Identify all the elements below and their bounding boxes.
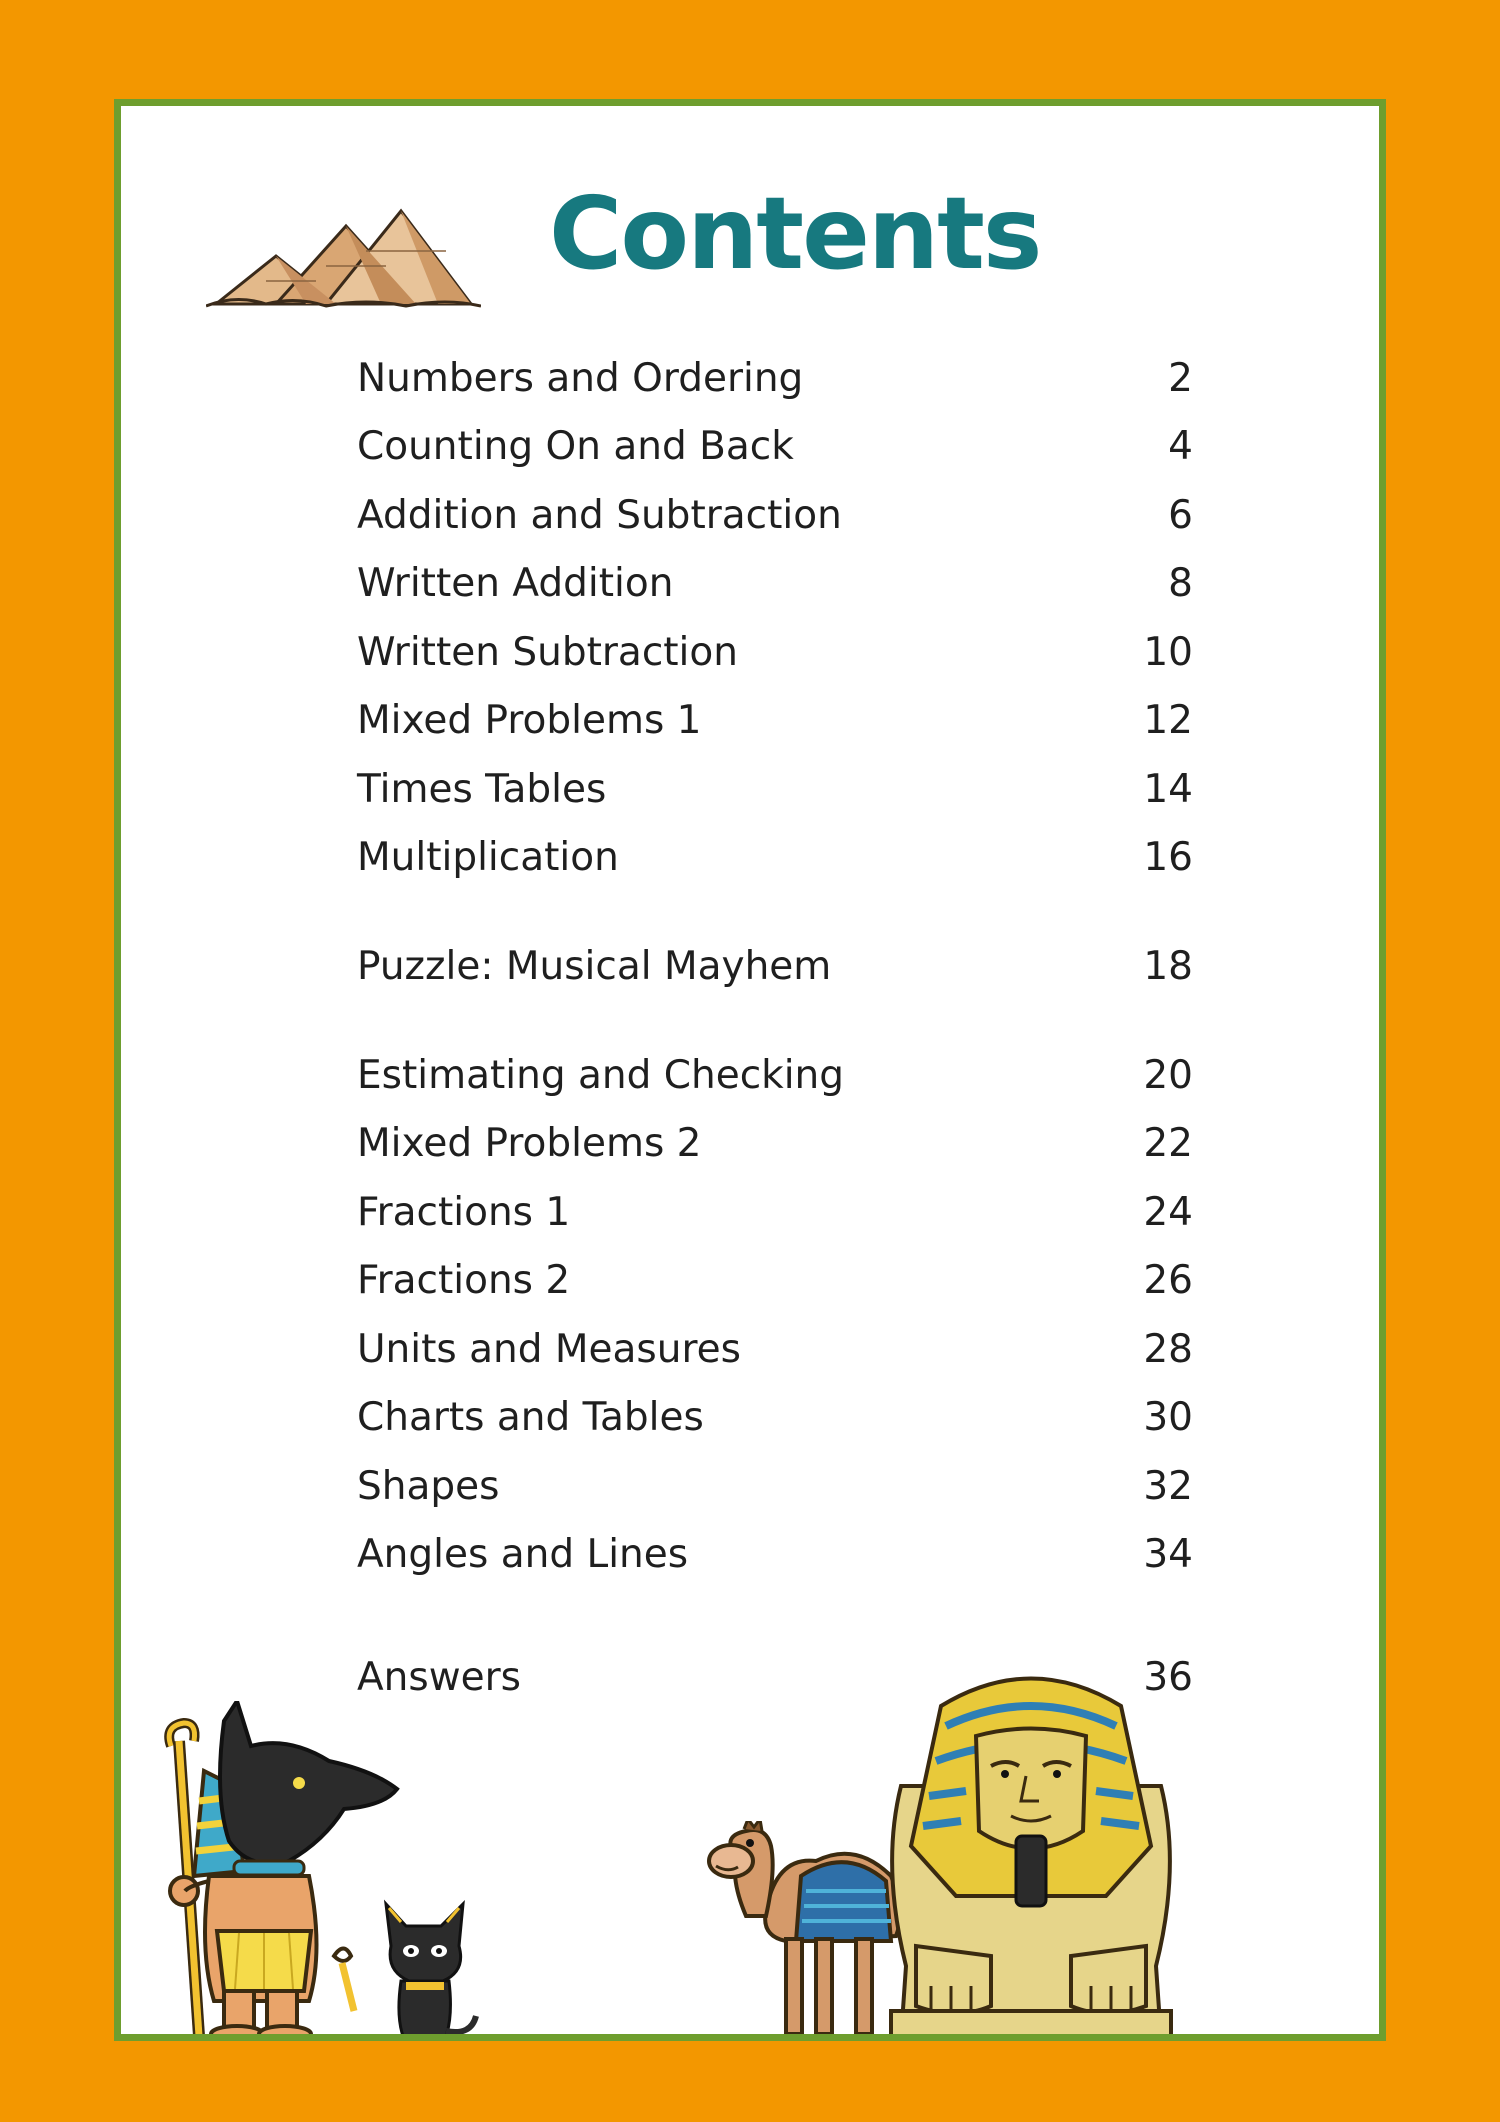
toc-row-page: 8 (1168, 561, 1193, 606)
toc-row-page: 12 (1143, 698, 1193, 743)
toc-row-label: Charts and Tables (357, 1395, 704, 1440)
toc-row-page: 14 (1143, 767, 1193, 812)
toc-row[interactable] (357, 630, 1193, 690)
toc-row[interactable] (357, 1395, 1193, 1455)
toc-row[interactable] (357, 1532, 1193, 1592)
toc-row[interactable] (357, 424, 1193, 484)
toc-row[interactable] (357, 944, 1193, 1004)
toc-row-page: 36 (1143, 1655, 1193, 1700)
toc-row-label: Mixed Problems 2 (357, 1121, 702, 1166)
toc-row[interactable] (357, 493, 1193, 553)
toc-row-page: 28 (1143, 1327, 1193, 1372)
toc-row-page: 26 (1143, 1258, 1193, 1303)
toc-row-page: 24 (1143, 1190, 1193, 1235)
toc-row[interactable] (357, 561, 1193, 621)
toc-row-label: Written Addition (357, 561, 674, 606)
anubis-icon (139, 1701, 409, 2041)
toc-row-label: Counting On and Back (357, 424, 794, 469)
toc-row-label: Times Tables (357, 767, 607, 812)
toc-row-label: Mixed Problems 1 (357, 698, 702, 743)
toc-row-label: Numbers and Ordering (357, 356, 804, 401)
pyramids-icon (206, 186, 481, 311)
toc-row-page: 4 (1168, 424, 1193, 469)
cat-icon (371, 1896, 481, 2041)
toc-row[interactable] (357, 835, 1193, 895)
toc-row-page: 32 (1143, 1464, 1193, 1509)
toc-row-label: Puzzle: Musical Mayhem (357, 944, 832, 989)
toc-row[interactable] (357, 1053, 1193, 1113)
toc-row-page: 6 (1168, 493, 1193, 538)
toc-row-label: Written Subtraction (357, 630, 738, 675)
toc-row[interactable] (357, 356, 1193, 416)
page-title: Contents (549, 175, 1041, 292)
toc-row-page: 34 (1143, 1532, 1193, 1577)
toc-row[interactable] (357, 1327, 1193, 1387)
toc-row-page: 20 (1143, 1053, 1193, 1098)
toc-row[interactable] (357, 1190, 1193, 1250)
toc-row-label: Fractions 2 (357, 1258, 571, 1303)
toc-row-page: 30 (1143, 1395, 1193, 1440)
contents-page (114, 99, 1386, 2041)
toc-row-page: 16 (1143, 835, 1193, 880)
toc-row[interactable] (357, 1464, 1193, 1524)
toc-row[interactable] (357, 767, 1193, 827)
toc-row-page: 2 (1168, 356, 1193, 401)
toc-row-page: 22 (1143, 1121, 1193, 1166)
toc-row-label: Addition and Subtraction (357, 493, 842, 538)
toc-row-page: 18 (1143, 944, 1193, 989)
toc-row-page: 10 (1143, 630, 1193, 675)
toc-row-label: Shapes (357, 1464, 500, 1509)
toc-row-label: Estimating and Checking (357, 1053, 845, 1098)
toc-row-label: Units and Measures (357, 1327, 741, 1372)
toc-row[interactable] (357, 1121, 1193, 1181)
toc-row-label: Answers (357, 1655, 521, 1700)
toc-row-label: Fractions 1 (357, 1190, 571, 1235)
sphinx-icon (861, 1666, 1201, 2041)
toc-row-label: Multiplication (357, 835, 619, 880)
toc-row[interactable] (357, 698, 1193, 758)
toc-row-label: Angles and Lines (357, 1532, 689, 1577)
toc-row[interactable] (357, 1258, 1193, 1318)
